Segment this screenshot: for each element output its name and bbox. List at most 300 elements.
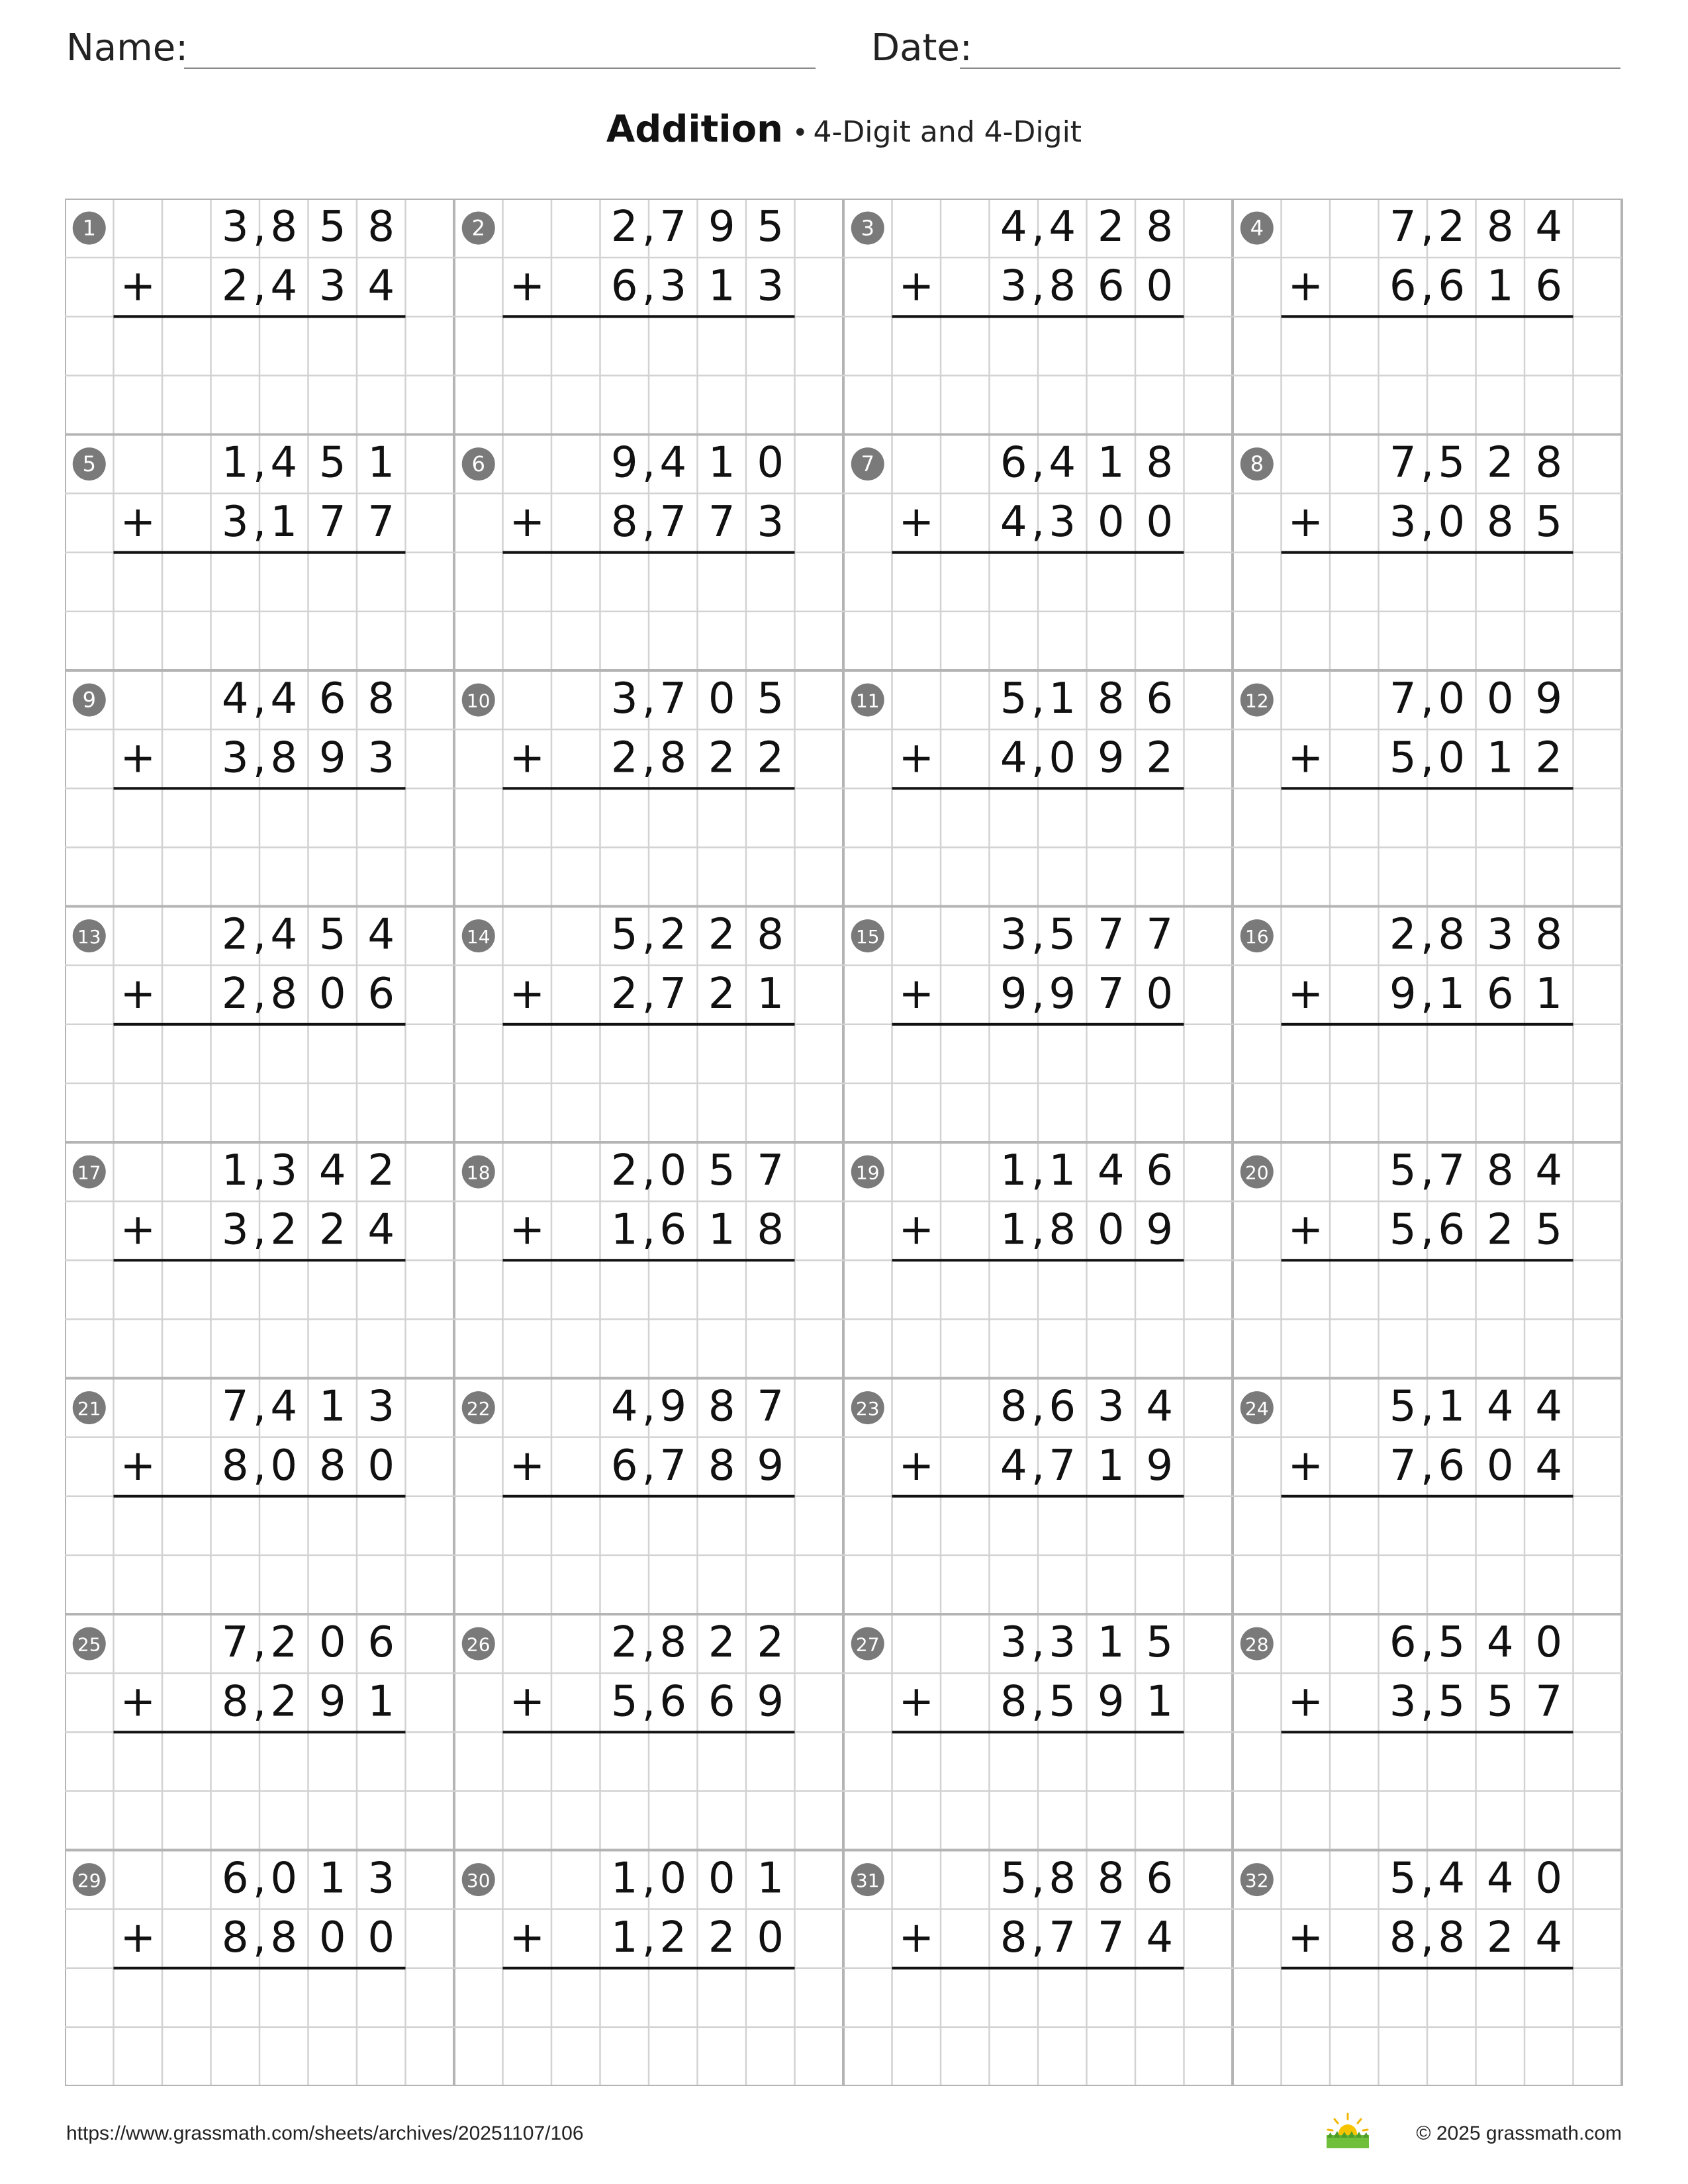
addend-top-digit: 0 [1535,1854,1563,1903]
addend-top-digit: 2 [708,1618,735,1668]
answer-area[interactable] [503,555,795,668]
addend-top-digit: 8 [1486,1146,1514,1196]
addend-top-digit: 4 [1535,203,1563,252]
addend-top-comma: , [252,1382,267,1432]
addend-top-digit: 4 [1486,1854,1514,1903]
answer-area[interactable] [503,1026,795,1140]
addend-bottom-digit: 3 [221,1205,249,1255]
addend-top-digit: 0 [659,1146,687,1196]
addend-bottom-digit: 8 [1049,261,1076,311]
addend-bottom-digit: 1 [610,1913,638,1962]
addend-bottom-comma: , [641,1205,656,1255]
addend-top-digit: 7 [1389,438,1417,488]
answer-area[interactable] [503,1498,795,1612]
addend-top-digit: 4 [221,674,249,724]
addend-bottom-digit: 5 [1049,1677,1076,1727]
addend-top-digit: 0 [270,1854,298,1903]
addend-bottom-digit: 4 [1535,1913,1563,1962]
addend-top-comma: , [641,438,656,488]
addend-bottom-comma: , [1031,733,1045,783]
addend-bottom-comma: , [1420,969,1434,1019]
addend-bottom-digit: 9 [1000,969,1027,1019]
addend-top-digit: 8 [659,1618,687,1668]
date-label: Date: [871,26,972,69]
addend-bottom-digit: 8 [1000,1913,1027,1962]
addend-bottom-comma: , [1420,497,1434,547]
addend-bottom-digit: 5 [1438,1677,1466,1727]
addend-top-digit: 5 [1000,1854,1027,1903]
plus-operator: + [898,497,935,547]
addend-top-digit: 9 [610,438,638,488]
problem-number: 21 [77,1398,101,1420]
addend-top-digit: 7 [1438,1146,1466,1196]
addend-top-digit: 5 [318,910,346,960]
addend-top-digit: 4 [270,1382,298,1432]
problem-number: 1 [82,215,96,241]
problem-number: 13 [77,926,101,948]
problem-number: 19 [855,1161,880,1184]
addend-bottom-digit: 3 [1389,497,1417,547]
addend-bottom-comma: , [1420,1441,1434,1490]
addend-top-comma: , [1420,203,1434,252]
addend-top-comma: , [641,1854,656,1903]
addend-top-digit: 2 [1438,203,1466,252]
answer-area[interactable] [1282,318,1573,432]
addend-top-digit: 8 [1535,438,1563,488]
addend-top-digit: 5 [708,1146,735,1196]
addend-top-digit: 4 [270,910,298,960]
addend-bottom-digit: 6 [367,969,395,1019]
addend-top-comma: , [1420,910,1434,960]
addend-top-digit: 4 [1535,1146,1563,1196]
addend-top-digit: 7 [1146,910,1174,960]
addend-bottom-digit: 2 [1486,1205,1514,1255]
answer-area[interactable] [892,1970,1184,2084]
addend-top-digit: 5 [1438,1618,1466,1668]
addend-bottom-digit: 1 [270,497,298,547]
addend-top-digit: 8 [1049,1854,1076,1903]
addend-top-digit: 1 [1000,1146,1027,1196]
addend-top-comma: , [641,203,656,252]
addend-top-digit: 2 [1097,203,1125,252]
addend-bottom-comma: , [641,1913,656,1962]
addend-bottom-digit: 7 [1097,969,1125,1019]
addend-top-digit: 7 [1389,203,1417,252]
date-line[interactable] [960,68,1620,69]
answer-area[interactable] [114,1262,406,1376]
addend-bottom-comma: , [641,733,656,783]
title-separator: • [792,118,808,148]
addend-top-digit: 5 [318,438,346,488]
answer-area[interactable] [892,790,1184,904]
addend-top-digit: 8 [1000,1382,1027,1432]
addend-bottom-comma: , [641,1441,656,1490]
problem-number: 8 [1250,451,1264,477]
plus-operator: + [509,1913,545,1962]
plus-operator: + [120,1441,156,1490]
addend-top-comma: , [1420,1618,1434,1668]
addend-bottom-digit: 8 [757,1205,784,1255]
addend-bottom-digit: 3 [221,733,249,783]
addend-bottom-digit: 7 [1049,1913,1076,1962]
answer-area[interactable] [114,1026,406,1140]
addend-top-comma: , [1420,1146,1434,1196]
addend-bottom-digit: 2 [610,969,638,1019]
plus-operator: + [1288,969,1324,1019]
addend-bottom-comma: , [1420,1677,1434,1727]
name-line[interactable] [184,68,816,69]
addend-bottom-comma: , [1420,261,1434,311]
addend-bottom-comma: , [1031,1441,1045,1490]
addend-top-digit: 0 [318,1618,346,1668]
addend-top-digit: 8 [708,1382,735,1432]
answer-area[interactable] [1282,1262,1573,1376]
addend-top-digit: 4 [1535,1382,1563,1432]
addend-bottom-digit: 4 [1000,733,1027,783]
problem-number: 2 [471,215,485,241]
addend-top-comma: , [252,438,267,488]
addend-top-comma: , [1031,674,1045,724]
addend-bottom-digit: 8 [1000,1677,1027,1727]
addend-top-digit: 3 [367,1382,395,1432]
addend-bottom-digit: 9 [318,733,346,783]
addend-top-digit: 1 [221,438,249,488]
addend-bottom-digit: 3 [367,733,395,783]
addend-top-digit: 2 [708,910,735,960]
addend-bottom-digit: 4 [367,261,395,311]
answer-area[interactable] [114,790,406,904]
addend-bottom-digit: 6 [708,1677,735,1727]
addend-bottom-digit: 2 [318,1205,346,1255]
addend-top-digit: 9 [659,1382,687,1432]
problem-number: 7 [861,451,874,477]
title-main: Addition [606,108,783,151]
addend-top-digit: 8 [757,910,784,960]
addend-top-digit: 5 [1000,674,1027,724]
answer-area[interactable] [892,1498,1184,1612]
addend-top-digit: 4 [1097,1146,1125,1196]
answer-area[interactable] [1282,1498,1573,1612]
addend-top-digit: 1 [1049,674,1076,724]
addend-top-digit: 8 [1146,203,1174,252]
addend-top-comma: , [641,910,656,960]
addend-bottom-digit: 1 [1486,733,1514,783]
addend-top-digit: 7 [1097,910,1125,960]
addend-bottom-comma: , [641,261,656,311]
addend-top-digit: 3 [367,1854,395,1903]
addend-top-digit: 5 [757,203,784,252]
addend-bottom-digit: 4 [367,1205,395,1255]
addend-bottom-digit: 3 [757,497,784,547]
addend-bottom-digit: 4 [1000,1441,1027,1490]
addend-bottom-digit: 8 [221,1677,249,1727]
addend-bottom-digit: 8 [1389,1913,1417,1962]
addend-bottom-digit: 6 [659,1677,687,1727]
addend-bottom-digit: 7 [1097,1913,1125,1962]
answer-area[interactable] [503,1262,795,1376]
addend-top-digit: 5 [757,674,784,724]
addend-top-digit: 3 [1049,1618,1076,1668]
addend-top-digit: 2 [610,203,638,252]
addend-top-digit: 1 [1438,1382,1466,1432]
addend-top-digit: 2 [270,1618,298,1668]
addend-top-digit: 0 [708,1854,735,1903]
addend-top-digit: 8 [1097,674,1125,724]
addend-top-digit: 0 [757,438,784,488]
answer-area[interactable] [892,1262,1184,1376]
addend-top-digit: 9 [1535,674,1563,724]
addend-top-digit: 5 [1049,910,1076,960]
addend-top-digit: 6 [318,674,346,724]
problem-number: 6 [471,451,485,477]
addend-bottom-digit: 2 [757,733,784,783]
answer-area[interactable] [503,318,795,432]
problem-number: 25 [77,1633,101,1656]
addend-top-digit: 3 [1097,1382,1125,1432]
addend-top-digit: 1 [757,1854,784,1903]
problem-number: 10 [466,690,491,712]
addend-top-digit: 0 [1486,674,1514,724]
answer-area[interactable] [1282,1026,1573,1140]
answer-area[interactable] [1282,1734,1573,1848]
problem-number: 31 [855,1870,880,1892]
addend-bottom-digit: 7 [1389,1441,1417,1490]
answer-area[interactable] [892,555,1184,668]
addend-bottom-digit: 4 [1000,497,1027,547]
plus-operator: + [898,969,935,1019]
addend-bottom-digit: 2 [270,1205,298,1255]
addend-top-digit: 8 [367,203,395,252]
addend-bottom-comma: , [1031,1677,1045,1727]
addend-bottom-digit: 0 [1097,1205,1125,1255]
title-subtitle: 4-Digit and 4-Digit [813,115,1082,149]
addend-top-digit: 3 [1486,910,1514,960]
addend-top-comma: , [641,1146,656,1196]
addend-bottom-digit: 0 [1486,1441,1514,1490]
addend-top-digit: 2 [610,1618,638,1668]
addend-bottom-digit: 0 [1146,261,1174,311]
addend-bottom-digit: 1 [708,1205,735,1255]
addend-bottom-comma: , [1031,969,1045,1019]
answer-area[interactable] [892,318,1184,432]
addend-bottom-comma: , [252,497,267,547]
answer-area[interactable] [1282,555,1573,668]
addend-top-digit: 3 [1000,910,1027,960]
addend-bottom-digit: 3 [1000,261,1027,311]
problem-number: 18 [466,1161,491,1184]
addend-top-digit: 8 [1535,910,1563,960]
addend-top-comma: , [1420,1382,1434,1432]
addend-bottom-digit: 4 [1535,1441,1563,1490]
addend-top-digit: 5 [1389,1854,1417,1903]
addend-top-digit: 8 [1438,910,1466,960]
plus-operator: + [509,1441,545,1490]
addend-top-comma: , [252,1854,267,1903]
addend-bottom-digit: 1 [1535,969,1563,1019]
problem-number: 16 [1244,926,1269,948]
addend-bottom-digit: 7 [318,497,346,547]
addend-bottom-digit: 7 [659,969,687,1019]
addend-bottom-digit: 9 [1146,1441,1174,1490]
addend-bottom-digit: 1 [1000,1205,1027,1255]
addend-bottom-digit: 9 [757,1677,784,1727]
addend-bottom-digit: 2 [270,1677,298,1727]
answer-area[interactable] [1282,790,1573,904]
addend-top-digit: 1 [1097,1618,1125,1668]
addend-top-digit: 4 [270,674,298,724]
addend-top-digit: 6 [1049,1382,1076,1432]
answer-area[interactable] [892,1734,1184,1848]
addend-top-digit: 3 [1000,1618,1027,1668]
plus-operator: + [1288,1677,1324,1727]
problem-number: 4 [1250,215,1264,241]
addend-bottom-digit: 6 [610,261,638,311]
addend-bottom-digit: 5 [1486,1677,1514,1727]
addend-bottom-digit: 8 [318,1441,346,1490]
addend-bottom-comma: , [252,1205,267,1255]
addend-bottom-digit: 5 [1389,1205,1417,1255]
addend-bottom-digit: 3 [221,497,249,547]
addend-bottom-digit: 8 [1438,1913,1466,1962]
addend-bottom-comma: , [641,497,656,547]
addend-bottom-digit: 2 [610,733,638,783]
addend-top-digit: 1 [1049,1146,1076,1196]
problem-number: 26 [466,1633,491,1656]
addend-top-comma: , [1420,674,1434,724]
answer-area[interactable] [892,1026,1184,1140]
plus-operator: + [509,733,545,783]
addend-bottom-digit: 3 [1049,497,1076,547]
addend-top-digit: 7 [757,1382,784,1432]
plus-operator: + [120,1913,156,1962]
addend-top-digit: 4 [1486,1382,1514,1432]
addend-bottom-digit: 9 [318,1677,346,1727]
addend-bottom-digit: 1 [1438,969,1466,1019]
addend-bottom-digit: 0 [1097,497,1125,547]
addend-top-digit: 4 [1438,1854,1466,1903]
addend-bottom-digit: 2 [221,261,249,311]
addend-top-digit: 5 [318,203,346,252]
addend-top-comma: , [641,1382,656,1432]
addend-bottom-comma: , [252,733,267,783]
addend-top-digit: 4 [1486,1618,1514,1668]
addend-top-digit: 7 [659,674,687,724]
addend-bottom-digit: 5 [1389,733,1417,783]
addend-top-comma: , [1031,1854,1045,1903]
addend-bottom-digit: 7 [367,497,395,547]
addend-bottom-digit: 1 [708,261,735,311]
problem-number: 22 [466,1398,491,1420]
answer-area[interactable] [503,1734,795,1848]
addend-bottom-digit: 0 [757,1913,784,1962]
answer-area[interactable] [114,555,406,668]
addend-top-comma: , [252,1618,267,1668]
addend-top-digit: 0 [659,1854,687,1903]
addend-bottom-digit: 0 [1146,969,1174,1019]
addend-top-digit: 0 [1438,674,1466,724]
addend-top-digit: 6 [367,1618,395,1668]
addend-top-digit: 6 [1389,1618,1417,1668]
addend-bottom-digit: 6 [1389,261,1417,311]
addend-top-digit: 7 [221,1618,249,1668]
addend-top-digit: 2 [610,1146,638,1196]
addend-bottom-digit: 7 [659,1441,687,1490]
answer-area[interactable] [503,790,795,904]
addend-bottom-digit: 3 [659,261,687,311]
problem-number: 23 [855,1398,880,1420]
addend-top-digit: 6 [221,1854,249,1903]
addend-top-digit: 4 [610,1382,638,1432]
addend-top-comma: , [252,674,267,724]
addend-bottom-digit: 8 [221,1441,249,1490]
addend-bottom-comma: , [1031,1205,1045,1255]
addend-top-comma: , [1031,910,1045,960]
plus-operator: + [120,1205,156,1255]
addend-bottom-digit: 0 [367,1441,395,1490]
plus-operator: + [1288,261,1324,311]
answer-area[interactable] [114,318,406,432]
addend-bottom-digit: 8 [659,733,687,783]
addend-bottom-digit: 7 [708,497,735,547]
addend-top-digit: 7 [659,203,687,252]
addend-bottom-digit: 2 [708,969,735,1019]
addend-bottom-comma: , [252,261,267,311]
addend-bottom-digit: 2 [1535,733,1563,783]
addend-top-digit: 5 [1146,1618,1174,1668]
addend-bottom-digit: 4 [1146,1913,1174,1962]
addend-bottom-digit: 0 [1438,497,1466,547]
addend-bottom-digit: 1 [757,969,784,1019]
problem-number: 28 [1244,1633,1269,1656]
addend-bottom-digit: 7 [659,497,687,547]
addend-top-digit: 3 [270,1146,298,1196]
addend-bottom-digit: 9 [757,1441,784,1490]
addend-top-comma: , [1420,1854,1434,1903]
addend-bottom-digit: 9 [1097,1677,1125,1727]
problem-number: 11 [855,690,880,712]
answer-area[interactable] [1282,1970,1573,2084]
addend-bottom-digit: 1 [1486,261,1514,311]
addend-bottom-digit: 7 [1535,1677,1563,1727]
addend-top-comma: , [252,910,267,960]
addend-top-digit: 5 [1389,1382,1417,1432]
problem-number: 3 [861,215,874,241]
addend-bottom-digit: 9 [1049,969,1076,1019]
addend-top-comma: , [1031,1618,1045,1668]
answer-area[interactable] [114,1970,406,2084]
addend-bottom-digit: 8 [1049,1205,1076,1255]
plus-operator: + [898,1677,935,1727]
plus-operator: + [1288,1205,1324,1255]
plus-operator: + [1288,497,1324,547]
addend-top-digit: 4 [659,438,687,488]
addend-bottom-comma: , [252,1441,267,1490]
addend-top-digit: 2 [1486,438,1514,488]
plus-operator: + [898,261,935,311]
addend-top-digit: 1 [610,1854,638,1903]
addend-bottom-digit: 3 [1389,1677,1417,1727]
answer-area[interactable] [114,1734,406,1848]
answer-area[interactable] [503,1970,795,2084]
answer-area[interactable] [114,1498,406,1612]
footer-url[interactable]: https://www.grassmath.com/sheets/archives/20251107/106 [66,2122,584,2144]
addend-bottom-digit: 6 [610,1441,638,1490]
addend-top-digit: 8 [270,203,298,252]
addend-bottom-digit: 2 [708,1913,735,1962]
plus-operator: + [509,969,545,1019]
addend-bottom-digit: 0 [318,969,346,1019]
plus-operator: + [898,1205,935,1255]
